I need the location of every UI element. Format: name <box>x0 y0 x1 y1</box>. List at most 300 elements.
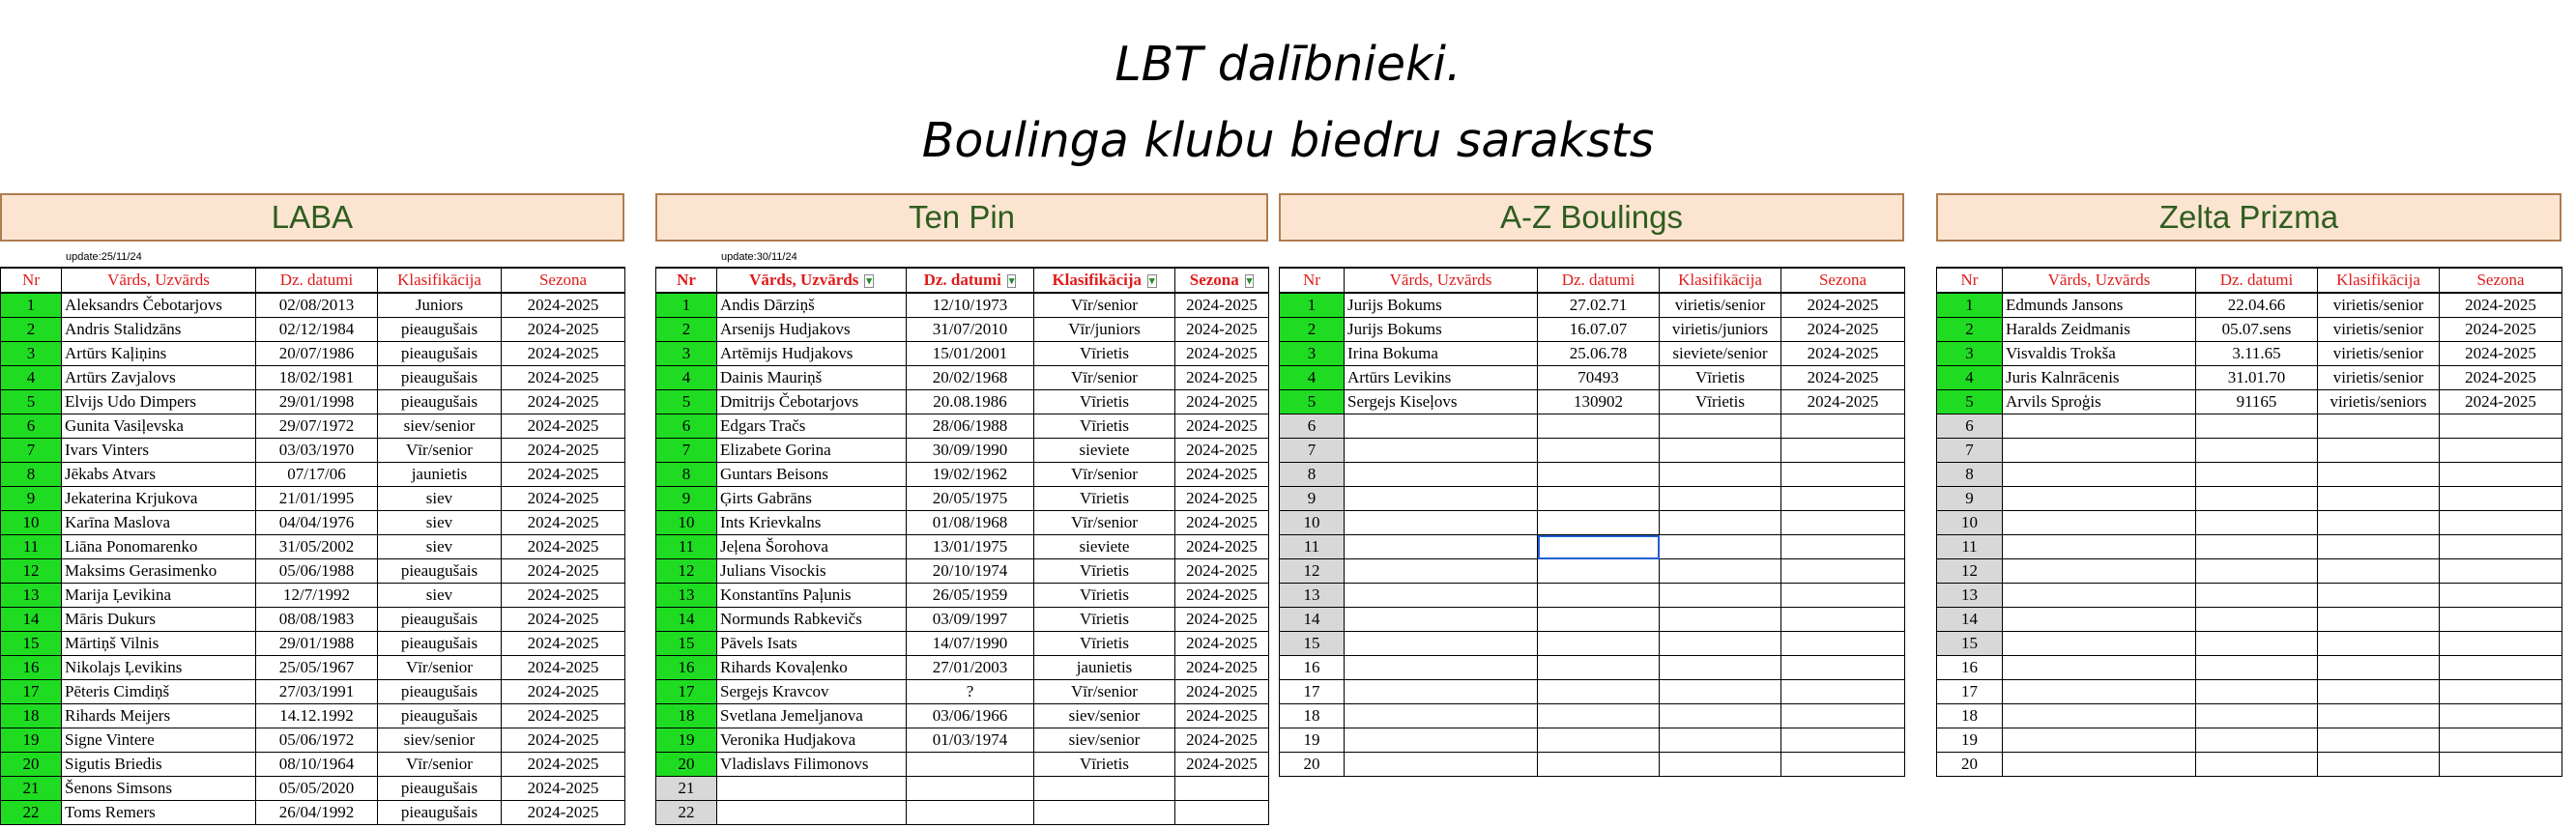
filter-dropdown-icon[interactable]: ▾ <box>1008 275 1015 288</box>
cell-season[interactable] <box>1781 728 1905 753</box>
header-birthdate[interactable]: Dz. datumi <box>256 268 378 293</box>
cell-season[interactable]: 2024-2025 <box>1781 318 1905 342</box>
cell-name[interactable]: Haralds Zeidmanis <box>2003 318 2196 342</box>
cell-name[interactable]: Signe Vintere <box>62 728 256 753</box>
cell-nr[interactable]: 17 <box>1937 680 2003 704</box>
cell-classification[interactable]: virietis/senior <box>1660 293 1781 318</box>
cell-nr[interactable]: 18 <box>656 704 717 728</box>
cell-birthdate[interactable] <box>1538 559 1660 584</box>
cell-nr[interactable]: 14 <box>1937 608 2003 632</box>
cell-season[interactable]: 2024-2025 <box>502 632 625 656</box>
cell-name[interactable]: Elizabete Gorina <box>717 439 907 463</box>
cell-classification[interactable] <box>2318 487 2440 511</box>
cell-nr[interactable]: 12 <box>1 559 62 584</box>
club-header-ten-pin[interactable]: Ten Pin <box>655 193 1268 242</box>
cell-name[interactable]: Juris Kalnrācenis <box>2003 366 2196 390</box>
cell-classification[interactable]: Vīr/senior <box>1034 680 1175 704</box>
cell-nr[interactable]: 6 <box>1937 414 2003 439</box>
cell-season[interactable] <box>2440 559 2562 584</box>
cell-name[interactable] <box>717 801 907 825</box>
cell-classification[interactable]: virietis/senior <box>2318 342 2440 366</box>
cell-classification[interactable] <box>2318 439 2440 463</box>
header-nr[interactable]: Nr <box>1280 268 1345 293</box>
cell-classification[interactable]: pieaugušais <box>378 559 502 584</box>
cell-classification[interactable] <box>2318 463 2440 487</box>
cell-birthdate[interactable]: 03/03/1970 <box>256 439 378 463</box>
cell-nr[interactable]: 18 <box>1280 704 1345 728</box>
cell-birthdate[interactable]: 29/01/1988 <box>256 632 378 656</box>
header-nr[interactable]: Nr <box>1937 268 2003 293</box>
cell-name[interactable]: Konstantīns Paļunis <box>717 584 907 608</box>
cell-season[interactable] <box>1175 777 1269 801</box>
cell-nr[interactable]: 3 <box>1 342 62 366</box>
cell-nr[interactable]: 13 <box>656 584 717 608</box>
cell-birthdate[interactable] <box>2196 559 2318 584</box>
cell-nr[interactable]: 1 <box>1280 293 1345 318</box>
filter-dropdown-icon[interactable]: ▾ <box>1149 275 1155 288</box>
cell-season[interactable]: 2024-2025 <box>2440 293 2562 318</box>
cell-classification[interactable]: Vīr/senior <box>378 439 502 463</box>
cell-season[interactable] <box>1781 704 1905 728</box>
cell-nr[interactable]: 15 <box>656 632 717 656</box>
cell-nr[interactable]: 16 <box>1280 656 1345 680</box>
cell-name[interactable]: Jeļena Šorohova <box>717 535 907 559</box>
cell-nr[interactable]: 9 <box>1280 487 1345 511</box>
cell-season[interactable] <box>2440 487 2562 511</box>
cell-name[interactable]: Toms Remers <box>62 801 256 825</box>
cell-birthdate[interactable]: 20/02/1968 <box>907 366 1034 390</box>
cell-name[interactable]: Dainis Mauriņš <box>717 366 907 390</box>
cell-birthdate[interactable]: 04/04/1976 <box>256 511 378 535</box>
cell-name[interactable] <box>2003 487 2196 511</box>
cell-birthdate[interactable]: 27/01/2003 <box>907 656 1034 680</box>
cell-classification[interactable]: Vīrietis <box>1034 559 1175 584</box>
cell-nr[interactable]: 7 <box>1280 439 1345 463</box>
cell-season[interactable]: 2024-2025 <box>1175 704 1269 728</box>
cell-birthdate[interactable] <box>1538 704 1660 728</box>
cell-nr[interactable]: 10 <box>1937 511 2003 535</box>
cell-season[interactable]: 2024-2025 <box>1175 632 1269 656</box>
cell-name[interactable]: Pāvels Isats <box>717 632 907 656</box>
cell-season[interactable] <box>1781 632 1905 656</box>
cell-nr[interactable]: 22 <box>1 801 62 825</box>
cell-name[interactable]: Andris Stalidzāns <box>62 318 256 342</box>
cell-birthdate[interactable]: 05/06/1988 <box>256 559 378 584</box>
cell-classification[interactable] <box>1660 511 1781 535</box>
cell-birthdate[interactable]: ? <box>907 680 1034 704</box>
cell-season[interactable]: 2024-2025 <box>502 680 625 704</box>
cell-name[interactable]: Dmitrijs Čebotarjovs <box>717 390 907 414</box>
cell-birthdate[interactable] <box>2196 753 2318 777</box>
cell-nr[interactable]: 5 <box>1937 390 2003 414</box>
cell-season[interactable] <box>2440 584 2562 608</box>
cell-classification[interactable] <box>1660 463 1781 487</box>
cell-name[interactable]: Māris Dukurs <box>62 608 256 632</box>
cell-nr[interactable]: 7 <box>1 439 62 463</box>
cell-birthdate[interactable]: 29/01/1998 <box>256 390 378 414</box>
cell-nr[interactable]: 15 <box>1937 632 2003 656</box>
cell-birthdate[interactable]: 27/03/1991 <box>256 680 378 704</box>
cell-classification[interactable] <box>1660 414 1781 439</box>
cell-classification[interactable]: sieviete <box>1034 535 1175 559</box>
cell-nr[interactable]: 21 <box>656 777 717 801</box>
cell-season[interactable]: 2024-2025 <box>1781 342 1905 366</box>
cell-nr[interactable]: 2 <box>656 318 717 342</box>
cell-name[interactable]: Artūrs Levikins <box>1345 366 1538 390</box>
cell-season[interactable]: 2024-2025 <box>502 439 625 463</box>
cell-name[interactable]: Elvijs Udo Dimpers <box>62 390 256 414</box>
cell-name[interactable]: Edgars Tračs <box>717 414 907 439</box>
cell-name[interactable] <box>2003 608 2196 632</box>
cell-nr[interactable]: 3 <box>1280 342 1345 366</box>
cell-classification[interactable] <box>2318 704 2440 728</box>
cell-birthdate[interactable] <box>1538 608 1660 632</box>
cell-classification[interactable] <box>1660 487 1781 511</box>
cell-season[interactable] <box>1781 463 1905 487</box>
cell-birthdate[interactable]: 20/07/1986 <box>256 342 378 366</box>
cell-classification[interactable] <box>1660 728 1781 753</box>
cell-birthdate[interactable]: 03/06/1966 <box>907 704 1034 728</box>
cell-nr[interactable]: 19 <box>1280 728 1345 753</box>
cell-birthdate[interactable]: 12/7/1992 <box>256 584 378 608</box>
cell-birthdate[interactable]: 02/12/1984 <box>256 318 378 342</box>
cell-classification[interactable]: virietis/juniors <box>1660 318 1781 342</box>
cell-birthdate[interactable] <box>1538 511 1660 535</box>
header-classification[interactable]: Klasifikācija <box>378 268 502 293</box>
cell-nr[interactable]: 6 <box>1 414 62 439</box>
cell-nr[interactable]: 19 <box>1 728 62 753</box>
cell-nr[interactable]: 2 <box>1937 318 2003 342</box>
cell-classification[interactable]: Vīr/juniors <box>1034 318 1175 342</box>
cell-name[interactable]: Vladislavs Filimonovs <box>717 753 907 777</box>
cell-name[interactable]: Julians Visockis <box>717 559 907 584</box>
cell-season[interactable]: 2024-2025 <box>1175 511 1269 535</box>
cell-birthdate[interactable]: 07/17/06 <box>256 463 378 487</box>
cell-birthdate[interactable]: 16.07.07 <box>1538 318 1660 342</box>
cell-classification[interactable] <box>1660 559 1781 584</box>
filter-dropdown-icon[interactable]: ▾ <box>866 275 872 288</box>
cell-classification[interactable]: Vīrietis <box>1034 342 1175 366</box>
cell-birthdate[interactable] <box>2196 608 2318 632</box>
cell-season[interactable]: 2024-2025 <box>1781 293 1905 318</box>
cell-name[interactable]: Maksims Gerasimenko <box>62 559 256 584</box>
cell-classification[interactable]: Vīrietis <box>1034 608 1175 632</box>
cell-nr[interactable]: 2 <box>1 318 62 342</box>
cell-name[interactable] <box>2003 704 2196 728</box>
cell-season[interactable]: 2024-2025 <box>1175 656 1269 680</box>
cell-classification[interactable] <box>1660 704 1781 728</box>
cell-name[interactable] <box>2003 656 2196 680</box>
cell-birthdate[interactable] <box>1538 753 1660 777</box>
cell-season[interactable]: 2024-2025 <box>502 656 625 680</box>
header-classification[interactable] <box>1034 268 1175 293</box>
cell-birthdate[interactable] <box>1538 463 1660 487</box>
cell-name[interactable]: Jurijs Bokums <box>1345 318 1538 342</box>
cell-classification[interactable]: Vīr/senior <box>378 656 502 680</box>
cell-birthdate[interactable]: 70493 <box>1538 366 1660 390</box>
cell-season[interactable]: 2024-2025 <box>502 559 625 584</box>
cell-nr[interactable]: 1 <box>1937 293 2003 318</box>
cell-nr[interactable]: 14 <box>1 608 62 632</box>
cell-name[interactable]: Visvaldis Trokša <box>2003 342 2196 366</box>
cell-name[interactable]: Mārtiņš Vilnis <box>62 632 256 656</box>
cell-birthdate[interactable] <box>1538 487 1660 511</box>
cell-classification[interactable] <box>1034 777 1175 801</box>
cell-birthdate[interactable]: 12/10/1973 <box>907 293 1034 318</box>
cell-birthdate[interactable]: 03/09/1997 <box>907 608 1034 632</box>
cell-classification[interactable] <box>2318 728 2440 753</box>
cell-name[interactable] <box>1345 753 1538 777</box>
cell-classification[interactable] <box>2318 559 2440 584</box>
cell-season[interactable] <box>2440 728 2562 753</box>
cell-season[interactable] <box>1781 511 1905 535</box>
filter-dropdown-icon[interactable]: ▾ <box>1246 275 1253 288</box>
cell-name[interactable] <box>2003 753 2196 777</box>
header-nr[interactable]: Nr <box>1 268 62 293</box>
cell-name[interactable]: Artūrs Kaļiņins <box>62 342 256 366</box>
cell-name[interactable] <box>1345 535 1538 559</box>
cell-classification[interactable]: virietis/senior <box>2318 366 2440 390</box>
cell-birthdate[interactable]: 22.04.66 <box>2196 293 2318 318</box>
cell-nr[interactable]: 20 <box>1937 753 2003 777</box>
cell-season[interactable]: 2024-2025 <box>1781 366 1905 390</box>
cell-nr[interactable]: 18 <box>1 704 62 728</box>
cell-birthdate[interactable]: 31/05/2002 <box>256 535 378 559</box>
cell-classification[interactable] <box>1660 680 1781 704</box>
cell-birthdate[interactable] <box>2196 680 2318 704</box>
cell-season[interactable]: 2024-2025 <box>1175 584 1269 608</box>
cell-nr[interactable]: 21 <box>1 777 62 801</box>
cell-name[interactable]: Andis Dārziņš <box>717 293 907 318</box>
cell-name[interactable]: Irina Bokuma <box>1345 342 1538 366</box>
cell-birthdate[interactable]: 20.08.1986 <box>907 390 1034 414</box>
cell-nr[interactable]: 11 <box>1937 535 2003 559</box>
cell-birthdate[interactable]: 3.11.65 <box>2196 342 2318 366</box>
cell-classification[interactable]: jaunietis <box>378 463 502 487</box>
cell-birthdate[interactable] <box>1538 656 1660 680</box>
header-classification[interactable]: Klasifikācija <box>1660 268 1781 293</box>
cell-classification[interactable]: siev <box>378 511 502 535</box>
cell-nr[interactable]: 20 <box>1 753 62 777</box>
cell-nr[interactable]: 20 <box>1280 753 1345 777</box>
cell-classification[interactable]: pieaugušais <box>378 608 502 632</box>
cell-birthdate[interactable] <box>2196 535 2318 559</box>
cell-name[interactable]: Jēkabs Atvars <box>62 463 256 487</box>
cell-nr[interactable]: 6 <box>1280 414 1345 439</box>
cell-name[interactable]: Sergejs Kiseļovs <box>1345 390 1538 414</box>
cell-season[interactable]: 2024-2025 <box>1175 559 1269 584</box>
cell-birthdate[interactable] <box>2196 463 2318 487</box>
cell-birthdate[interactable] <box>2196 704 2318 728</box>
cell-name[interactable]: Sigutis Briedis <box>62 753 256 777</box>
cell-name[interactable]: Rihards Meijers <box>62 704 256 728</box>
cell-name[interactable] <box>2003 584 2196 608</box>
cell-classification[interactable] <box>2318 584 2440 608</box>
cell-season[interactable] <box>1781 439 1905 463</box>
cell-season[interactable] <box>1781 656 1905 680</box>
cell-classification[interactable]: sieviete/senior <box>1660 342 1781 366</box>
cell-name[interactable]: Liāna Ponomarenko <box>62 535 256 559</box>
cell-classification[interactable] <box>2318 632 2440 656</box>
cell-name[interactable]: Šenons Simsons <box>62 777 256 801</box>
cell-season[interactable]: 2024-2025 <box>1175 390 1269 414</box>
cell-nr[interactable]: 8 <box>1937 463 2003 487</box>
cell-nr[interactable]: 17 <box>656 680 717 704</box>
cell-name[interactable]: Sergejs Kravcov <box>717 680 907 704</box>
cell-classification[interactable] <box>1660 535 1781 559</box>
cell-season[interactable] <box>1781 559 1905 584</box>
cell-birthdate[interactable]: 05/05/2020 <box>256 777 378 801</box>
cell-classification[interactable]: Vīrietis <box>1034 753 1175 777</box>
cell-season[interactable]: 2024-2025 <box>502 342 625 366</box>
cell-classification[interactable] <box>2318 535 2440 559</box>
cell-season[interactable] <box>1781 487 1905 511</box>
cell-birthdate[interactable] <box>1538 632 1660 656</box>
cell-birthdate[interactable]: 19/02/1962 <box>907 463 1034 487</box>
cell-classification[interactable]: siev/senior <box>378 728 502 753</box>
cell-nr[interactable]: 13 <box>1 584 62 608</box>
cell-birthdate[interactable] <box>2196 511 2318 535</box>
cell-season[interactable]: 2024-2025 <box>2440 318 2562 342</box>
cell-season[interactable]: 2024-2025 <box>1175 535 1269 559</box>
cell-classification[interactable]: Vīrietis <box>1034 487 1175 511</box>
cell-nr[interactable]: 4 <box>1937 366 2003 390</box>
cell-season[interactable]: 2024-2025 <box>1175 608 1269 632</box>
cell-birthdate[interactable]: 26/04/1992 <box>256 801 378 825</box>
cell-season[interactable] <box>2440 680 2562 704</box>
cell-season[interactable]: 2024-2025 <box>1781 390 1905 414</box>
cell-classification[interactable] <box>1660 656 1781 680</box>
cell-nr[interactable]: 8 <box>1 463 62 487</box>
cell-name[interactable]: Ints Krievkalns <box>717 511 907 535</box>
cell-classification[interactable]: siev <box>378 584 502 608</box>
cell-name[interactable] <box>2003 559 2196 584</box>
cell-season[interactable] <box>2440 511 2562 535</box>
cell-classification[interactable] <box>2318 511 2440 535</box>
cell-name[interactable]: Gunita Vasiļevska <box>62 414 256 439</box>
cell-name[interactable] <box>2003 439 2196 463</box>
cell-nr[interactable]: 16 <box>1 656 62 680</box>
cell-classification[interactable] <box>2318 414 2440 439</box>
cell-classification[interactable]: pieaugušais <box>378 366 502 390</box>
cell-nr[interactable]: 16 <box>1937 656 2003 680</box>
header-nr[interactable]: Nr <box>656 268 717 293</box>
cell-birthdate[interactable] <box>2196 656 2318 680</box>
cell-birthdate[interactable]: 130902 <box>1538 390 1660 414</box>
cell-name[interactable] <box>1345 704 1538 728</box>
cell-season[interactable] <box>2440 414 2562 439</box>
cell-classification[interactable]: Vīrietis <box>1034 632 1175 656</box>
cell-nr[interactable]: 10 <box>1280 511 1345 535</box>
cell-nr[interactable]: 1 <box>656 293 717 318</box>
cell-name[interactable] <box>2003 680 2196 704</box>
cell-birthdate[interactable] <box>2196 632 2318 656</box>
cell-season[interactable]: 2024-2025 <box>502 463 625 487</box>
cell-name[interactable]: Marija Ļevikina <box>62 584 256 608</box>
cell-classification[interactable]: pieaugušais <box>378 632 502 656</box>
cell-classification[interactable]: Vīrietis <box>1034 584 1175 608</box>
cell-classification[interactable]: siev <box>378 487 502 511</box>
cell-birthdate[interactable]: 14.12.1992 <box>256 704 378 728</box>
cell-birthdate[interactable]: 14/07/1990 <box>907 632 1034 656</box>
cell-season[interactable]: 2024-2025 <box>1175 680 1269 704</box>
header-birthdate[interactable] <box>907 268 1034 293</box>
cell-season[interactable]: 2024-2025 <box>1175 753 1269 777</box>
cell-nr[interactable]: 12 <box>1280 559 1345 584</box>
cell-birthdate[interactable]: 13/01/1975 <box>907 535 1034 559</box>
cell-name[interactable] <box>1345 463 1538 487</box>
cell-season[interactable]: 2024-2025 <box>502 366 625 390</box>
cell-season[interactable]: 2024-2025 <box>502 584 625 608</box>
cell-birthdate[interactable]: 21/01/1995 <box>256 487 378 511</box>
cell-classification[interactable]: pieaugušais <box>378 342 502 366</box>
cell-birthdate[interactable] <box>2196 487 2318 511</box>
cell-name[interactable]: Edmunds Jansons <box>2003 293 2196 318</box>
cell-season[interactable]: 2024-2025 <box>502 801 625 825</box>
cell-birthdate[interactable] <box>1538 728 1660 753</box>
cell-name[interactable]: Ģirts Gabrāns <box>717 487 907 511</box>
cell-season[interactable]: 2024-2025 <box>1175 463 1269 487</box>
cell-name[interactable] <box>1345 608 1538 632</box>
cell-nr[interactable]: 17 <box>1280 680 1345 704</box>
cell-season[interactable]: 2024-2025 <box>2440 342 2562 366</box>
header-birthdate[interactable]: Dz. datumi <box>1538 268 1660 293</box>
cell-classification[interactable]: jaunietis <box>1034 656 1175 680</box>
header-birthdate[interactable]: Dz. datumi <box>2196 268 2318 293</box>
cell-birthdate[interactable]: 27.02.71 <box>1538 293 1660 318</box>
cell-classification[interactable]: Vīr/senior <box>1034 293 1175 318</box>
cell-name[interactable] <box>2003 463 2196 487</box>
cell-classification[interactable] <box>1660 584 1781 608</box>
cell-nr[interactable]: 18 <box>1937 704 2003 728</box>
cell-season[interactable]: 2024-2025 <box>502 535 625 559</box>
cell-name[interactable]: Pēteris Cimdiņš <box>62 680 256 704</box>
cell-nr[interactable]: 8 <box>1280 463 1345 487</box>
cell-birthdate[interactable] <box>1538 439 1660 463</box>
cell-nr[interactable]: 2 <box>1280 318 1345 342</box>
cell-classification[interactable] <box>1034 801 1175 825</box>
cell-name[interactable]: Nikolajs Ļevikins <box>62 656 256 680</box>
cell-season[interactable]: 2024-2025 <box>1175 293 1269 318</box>
cell-season[interactable] <box>2440 656 2562 680</box>
cell-classification[interactable]: Vīr/senior <box>378 753 502 777</box>
header-name[interactable] <box>717 268 907 293</box>
cell-classification[interactable]: Juniors <box>378 293 502 318</box>
cell-birthdate[interactable]: 05.07.sens <box>2196 318 2318 342</box>
cell-season[interactable]: 2024-2025 <box>502 487 625 511</box>
cell-nr[interactable]: 13 <box>1280 584 1345 608</box>
cell-nr[interactable]: 7 <box>656 439 717 463</box>
cell-birthdate[interactable] <box>907 777 1034 801</box>
cell-classification[interactable]: siev/senior <box>1034 704 1175 728</box>
cell-nr[interactable]: 14 <box>656 608 717 632</box>
cell-classification[interactable] <box>1660 753 1781 777</box>
club-header-az-boulings[interactable]: A-Z Boulings <box>1279 193 1904 242</box>
cell-classification[interactable]: Vīr/senior <box>1034 366 1175 390</box>
cell-season[interactable]: 2024-2025 <box>502 511 625 535</box>
cell-name[interactable] <box>1345 439 1538 463</box>
cell-season[interactable]: 2024-2025 <box>1175 318 1269 342</box>
cell-season[interactable] <box>2440 463 2562 487</box>
cell-nr[interactable]: 11 <box>1 535 62 559</box>
cell-season[interactable] <box>2440 608 2562 632</box>
cell-nr[interactable]: 4 <box>1 366 62 390</box>
cell-classification[interactable]: Vīrietis <box>1660 390 1781 414</box>
cell-nr[interactable]: 3 <box>1937 342 2003 366</box>
cell-season[interactable] <box>2440 632 2562 656</box>
cell-classification[interactable] <box>1660 608 1781 632</box>
cell-nr[interactable]: 10 <box>1 511 62 535</box>
